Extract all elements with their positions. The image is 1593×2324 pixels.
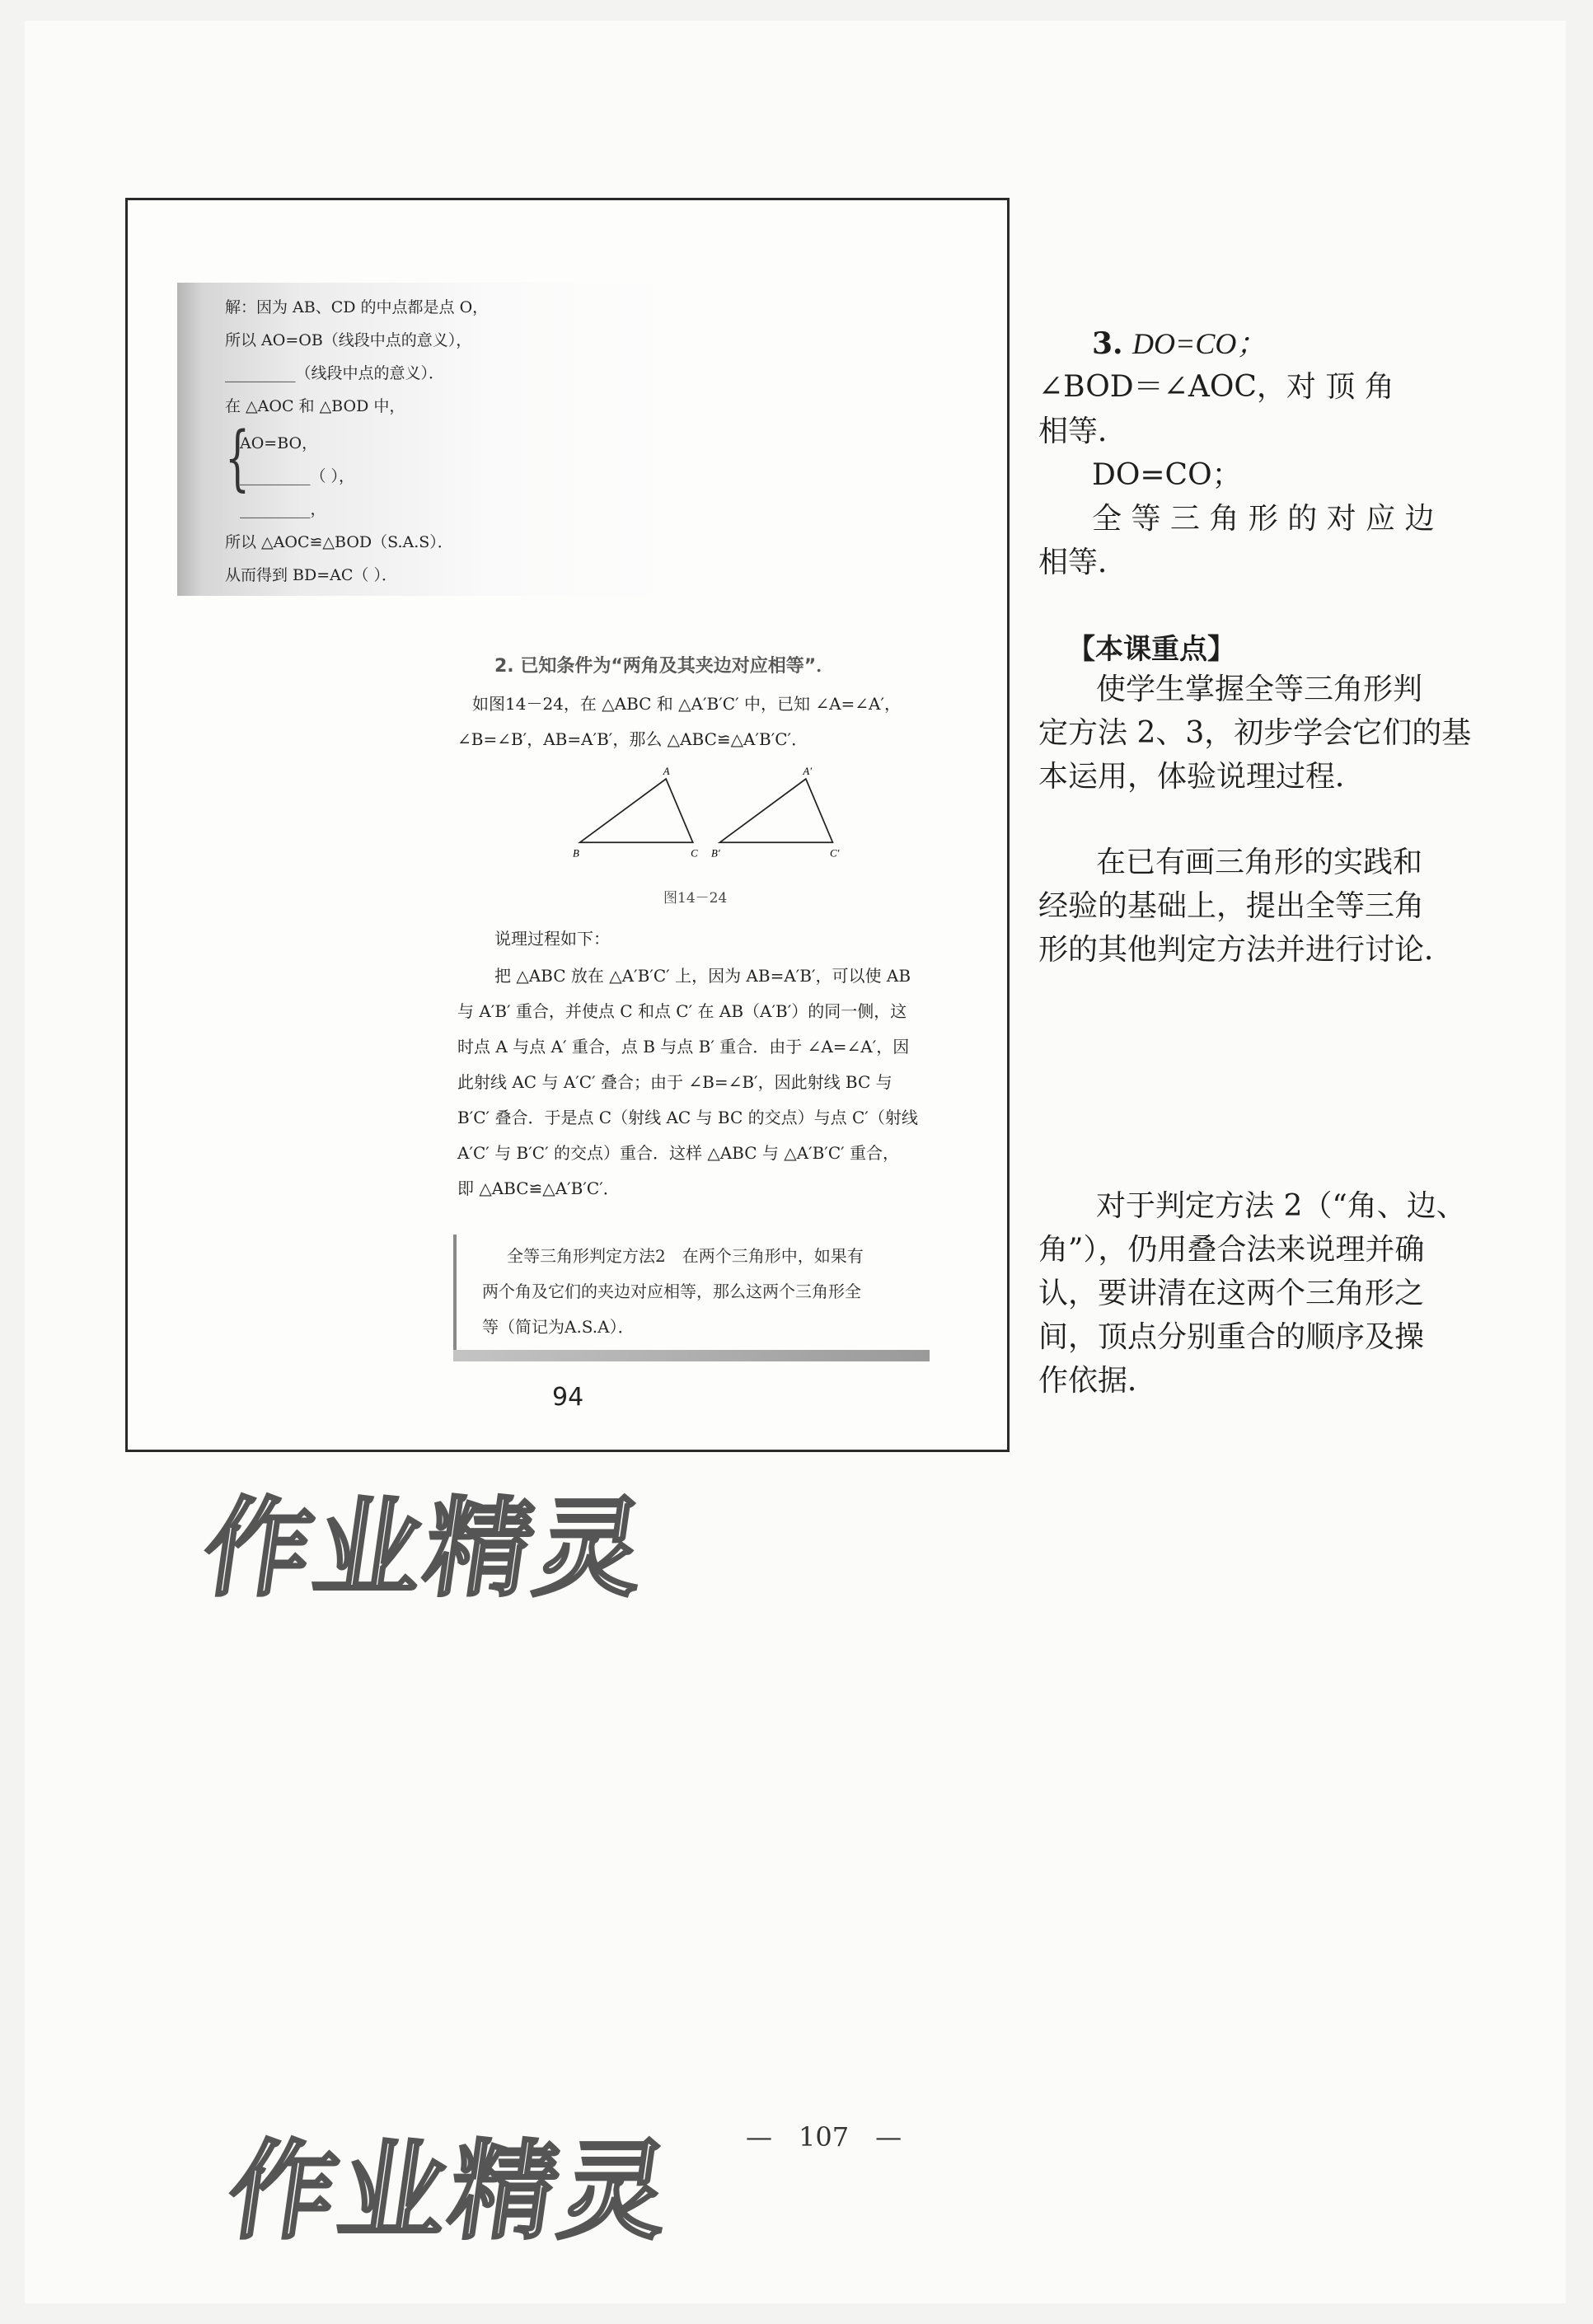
note-equation: DO=CO； [1132, 327, 1267, 360]
section-paragraph-line-1: 如图14－24，在 △ABC 和 △A′B′C′ 中，已知 ∠A=∠A′， [472, 694, 902, 714]
solution-line-4: 在 △AOC 和 △BOD 中， [225, 397, 405, 415]
label-c: C [691, 847, 698, 860]
label-b-prime: B′ [711, 847, 720, 860]
note-line-3: 相等． [1038, 415, 1128, 448]
note-line-4: DO=CO； [1092, 458, 1242, 492]
reasoning-line-4: 此射线 AC 与 A′C′ 叠合；由于 ∠B=∠B′，因此射线 BC 与 [457, 1072, 893, 1092]
reasoning-line-6: A′C′ 与 B′C′ 的交点）重合．这样 △ABC 与 △A′B′C′ 重合， [457, 1143, 900, 1163]
key-line-1: 使学生掌握全等三角形判 [1096, 672, 1423, 706]
reasoning-intro: 说理过程如下： [494, 929, 610, 949]
solution-line-3: _________（线段中点的意义）． [225, 364, 445, 382]
page-number: — 107 — [746, 2121, 902, 2153]
key-points-heading: 【本课重点】 [1067, 633, 1235, 666]
label-a-prime: A′ [803, 766, 813, 777]
method-note-line-4: 间，顶点分别重合的顺序及操 [1038, 1320, 1425, 1354]
solution-line-9: 从而得到 BD=AC（ ）． [225, 566, 397, 584]
experience-line-3: 形的其他判定方法并进行讨论． [1038, 933, 1455, 967]
experience-line-2: 经验的基础上，提出全等三角 [1038, 889, 1425, 923]
solution-line-8: 所以 △AOC≌△BOD（S.A.S）． [225, 533, 453, 551]
theorem-line-1: 全等三角形判定方法2 在两个三角形中，如果有 [507, 1246, 864, 1266]
method-note-line-1: 对于判定方法 2（“角、边、 [1096, 1189, 1466, 1223]
experience-line-1: 在已有画三角形的实践和 [1096, 846, 1423, 879]
key-line-2: 定方法 2、3，初步学会它们的基 [1038, 716, 1472, 750]
reasoning-line-7: 即 △ABC≌△A′B′C′． [457, 1178, 620, 1198]
solution-line-7: _________， [240, 500, 326, 518]
reasoning-line-1: 把 △ABC 放在 △A′B′C′ 上，因为 AB=A′B′，可以使 AB [494, 966, 911, 986]
method-note-line-5: 作依据． [1038, 1364, 1158, 1398]
solution-line-5: AO=BO， [240, 434, 318, 452]
method-note-line-2: 角”），仍用叠合法来说理并确 [1038, 1233, 1425, 1267]
solution-line-2: 所以 AO=OB（线段中点的意义）， [225, 331, 472, 349]
label-b: B [573, 847, 579, 860]
theorem-line-3: 等（简记为A.S.A）． [482, 1317, 635, 1337]
section-paragraph-line-2: ∠B=∠B′，AB=A′B′，那么 △ABC≌△A′B′C′． [457, 729, 808, 749]
textbook-page-frame [125, 198, 1010, 1452]
note-number: 3. [1092, 326, 1123, 361]
label-a: A [663, 766, 670, 777]
key-line-3: 本运用，体验说理过程． [1038, 760, 1366, 794]
solution-line-1: 解：因为 AB、CD 的中点都是点 O， [225, 298, 489, 316]
reasoning-line-2: 与 A′B′ 重合，并使点 C 和点 C′ 在 AB（A′B′）的同一侧，这 [457, 1001, 907, 1021]
watermark-bottom: 作业精灵 [220, 2129, 681, 2254]
solution-line-6: _________（ ）， [240, 467, 355, 485]
reasoning-line-3: 时点 A 与点 A′ 重合，点 B 与点 B′ 重合．由于 ∠A=∠A′，因 [457, 1037, 910, 1057]
theorem-line-2: 两个角及它们的夹边对应相等，那么这两个三角形全 [482, 1281, 861, 1301]
figure-caption: 图14－24 [663, 890, 728, 907]
triangle-figure [540, 765, 1001, 864]
method-note-line-3: 认，要讲清在这两个三角形之 [1038, 1277, 1425, 1310]
section-heading: 2. 已知条件为“两角及其夹边对应相等”． [494, 656, 835, 677]
note-line-5: 全 等 三 角 形 的 对 应 边 [1092, 502, 1435, 536]
note-line-1 [1092, 321, 1266, 367]
brace-symbol: { [225, 417, 251, 499]
note-line-2: ∠BOD＝∠AOC，对 顶 角 [1038, 370, 1394, 404]
triangle-abc [580, 779, 693, 842]
inner-page-number: 94 [552, 1383, 584, 1412]
triangle-a2b2c2 [719, 779, 832, 842]
note-line-6: 相等． [1038, 546, 1128, 579]
theorem-box-shadow [453, 1350, 930, 1361]
watermark-top: 作业精灵 [195, 1486, 656, 1611]
label-c-prime: C′ [830, 847, 840, 860]
reasoning-line-5: B′C′ 叠合．于是点 C（射线 AC 与 BC 的交点）与点 C′（射线 [457, 1108, 918, 1127]
